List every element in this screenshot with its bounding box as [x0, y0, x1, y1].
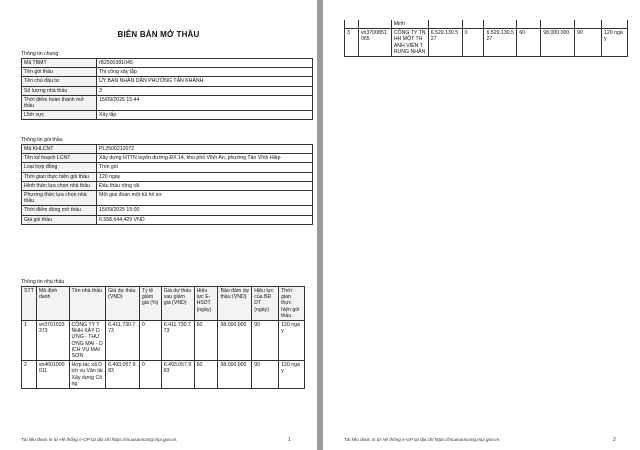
table-cell: 120 ngày	[279, 321, 305, 361]
table-cell: 90	[252, 321, 279, 361]
column-header: Hiệu lực E-HSDT (ngày)	[194, 287, 218, 321]
table-cell: 120 ngày	[279, 361, 305, 389]
table-row	[22, 111, 313, 120]
document-title: BIÊN BẢN MỞ THẦU	[117, 30, 200, 39]
table-row	[345, 20, 628, 29]
field-value: Xây lắp	[97, 111, 313, 120]
field-value: 6.558.644.429 VND	[97, 215, 313, 224]
table-cell: Minh	[391, 20, 428, 29]
table-cell: 98.000.000	[218, 361, 252, 389]
table-row	[22, 181, 313, 190]
column-header: Tỷ lệ giảm giá (%)	[139, 287, 161, 321]
field-value: PL2500212072	[97, 145, 313, 154]
table-row	[22, 59, 313, 68]
field-value: IB2500381045	[97, 59, 313, 68]
page-number: 2	[613, 437, 616, 443]
field-value: Xây dựng HTTN tuyến đường ĐX 14, khu phố Vĩnh An, phường Tân Vĩnh Hiệp	[97, 154, 313, 163]
field-value: Trọn gói	[97, 163, 313, 172]
field-label: Thời điểm đóng mở thầu	[22, 206, 97, 215]
table-row	[22, 206, 313, 215]
table-cell: 0	[462, 29, 484, 57]
bidder-info-heading: Thông tin nhà thầu	[21, 279, 65, 285]
field-value: 120 ngày	[97, 172, 313, 181]
field-value: 3	[97, 86, 313, 95]
table-cell: 6.529.130.527	[428, 29, 462, 57]
field-label: Tên kế hoạch LCNT	[22, 154, 97, 163]
field-label: Mã KHLCNT	[22, 145, 97, 154]
field-label: Phương thức lựa chọn nhà thầu	[22, 191, 97, 206]
table-row	[22, 191, 313, 206]
package-info-heading: Thông tin gói thầu	[21, 137, 63, 143]
field-label: Thời gian thực hiện gói thầu	[22, 172, 97, 181]
table-cell: Hợp tác xã Dịch vụ Vận tải Xây dựng Công	[69, 361, 106, 389]
field-value: 15/09/2025 15:44	[97, 95, 313, 110]
footer-note: Tài liệu được in từ Hệ thống e-GP tại địa chỉ https://muasamcong.mpi.gov.vn.	[344, 437, 501, 442]
table-cell: 6.493.057.983	[161, 361, 194, 389]
table-cell: 90	[252, 361, 279, 389]
table-row	[22, 145, 313, 154]
column-header: Giá dự thầu sau giảm giá (VND)	[161, 287, 194, 321]
table-cell: 98.000.000	[541, 29, 575, 57]
field-label: Giá gói thầu	[22, 215, 97, 224]
column-header: Thời gian thực hiện gói thầu	[279, 287, 305, 321]
table-row	[22, 95, 313, 110]
table-cell: 90	[575, 29, 602, 57]
field-value: 15/09/2025 15:00	[97, 206, 313, 215]
table-cell: vn3700851065	[358, 29, 391, 57]
table-row	[345, 29, 628, 57]
table-cell: vn3701633373	[36, 321, 69, 361]
table-cell: 1	[22, 321, 37, 361]
document-page-1	[0, 0, 317, 450]
table-cell: CÔNG TY TNHH MỘT THÀNH VIÊN TRUNG NHÂN	[391, 29, 428, 57]
field-label: Thời điểm hoàn thành mở thầu	[22, 95, 97, 110]
table-row	[22, 77, 313, 86]
table-row	[22, 361, 305, 389]
table-cell: 3	[345, 29, 359, 57]
column-header: Giá dự thầu (VND)	[106, 287, 140, 321]
table-row	[22, 68, 313, 77]
table-row	[22, 321, 305, 361]
page-number: 1	[288, 437, 291, 443]
field-label: Lĩnh vực	[22, 111, 97, 120]
table-row	[22, 154, 313, 163]
table-row	[22, 163, 313, 172]
general-info-heading: Thông tin chung	[21, 51, 59, 57]
table-cell: 60	[194, 321, 218, 361]
field-value: Thi công xây lắp	[97, 68, 313, 77]
table-row	[22, 215, 313, 224]
table-cell: 6.529.130.527	[484, 29, 517, 57]
table-row	[22, 86, 313, 95]
field-value: ỦY BAN NHÂN DÂN PHƯỜNG TÂN KHÁNH	[97, 77, 313, 86]
table-cell: CÔNG TY TNHH XÂY DỰNG - THƯƠNG MẠI - DỊCH VỤ MAI SƠN	[69, 321, 106, 361]
table-cell: 0	[139, 321, 161, 361]
field-label: Tên gói thầu	[22, 68, 97, 77]
footer-note: Tài liệu được in từ Hệ thống e-GP tại địa chỉ https://muasamcong.mpi.gov.vn.	[21, 437, 178, 442]
column-header: STT	[22, 287, 37, 321]
table-cell: 60	[517, 29, 541, 57]
field-value: Một giai đoạn một túi hồ sơ	[97, 191, 313, 206]
bidder-table	[21, 286, 305, 389]
table-cell: 2	[22, 361, 37, 389]
table-cell: 6.411.730.773	[106, 321, 140, 361]
column-header: Mã định danh	[36, 287, 69, 321]
field-label: Số lượng nhà thầu	[22, 86, 97, 95]
table-cell: 0	[139, 361, 161, 389]
bidder-table-continued	[344, 20, 628, 57]
table-cell: vn4601000011	[36, 361, 69, 389]
table-cell: 6.411.730.773	[161, 321, 194, 361]
column-header: Tên nhà thầu	[69, 287, 106, 321]
package-info-table	[21, 144, 313, 225]
field-label: Loại hợp đồng	[22, 163, 97, 172]
general-info-table	[21, 58, 313, 120]
column-header: Hiệu lực của BĐ DT (ngày)	[252, 287, 279, 321]
table-cell: 60	[194, 361, 218, 389]
field-label: Mã TBMT	[22, 59, 97, 68]
table-cell: 120 ngày	[602, 29, 628, 57]
field-value: Đấu thầu rộng rãi	[97, 181, 313, 190]
table-cell: 98.000.000	[218, 321, 252, 361]
field-label: Tên chủ đầu tư	[22, 77, 97, 86]
field-label: Hình thức lựa chọn nhà thầu	[22, 181, 97, 190]
column-header: Bảo đảm dự thầu (VND)	[218, 287, 252, 321]
table-row	[22, 172, 313, 181]
document-page-2	[323, 0, 640, 450]
table-cell: 6.493.057.983	[106, 361, 140, 389]
